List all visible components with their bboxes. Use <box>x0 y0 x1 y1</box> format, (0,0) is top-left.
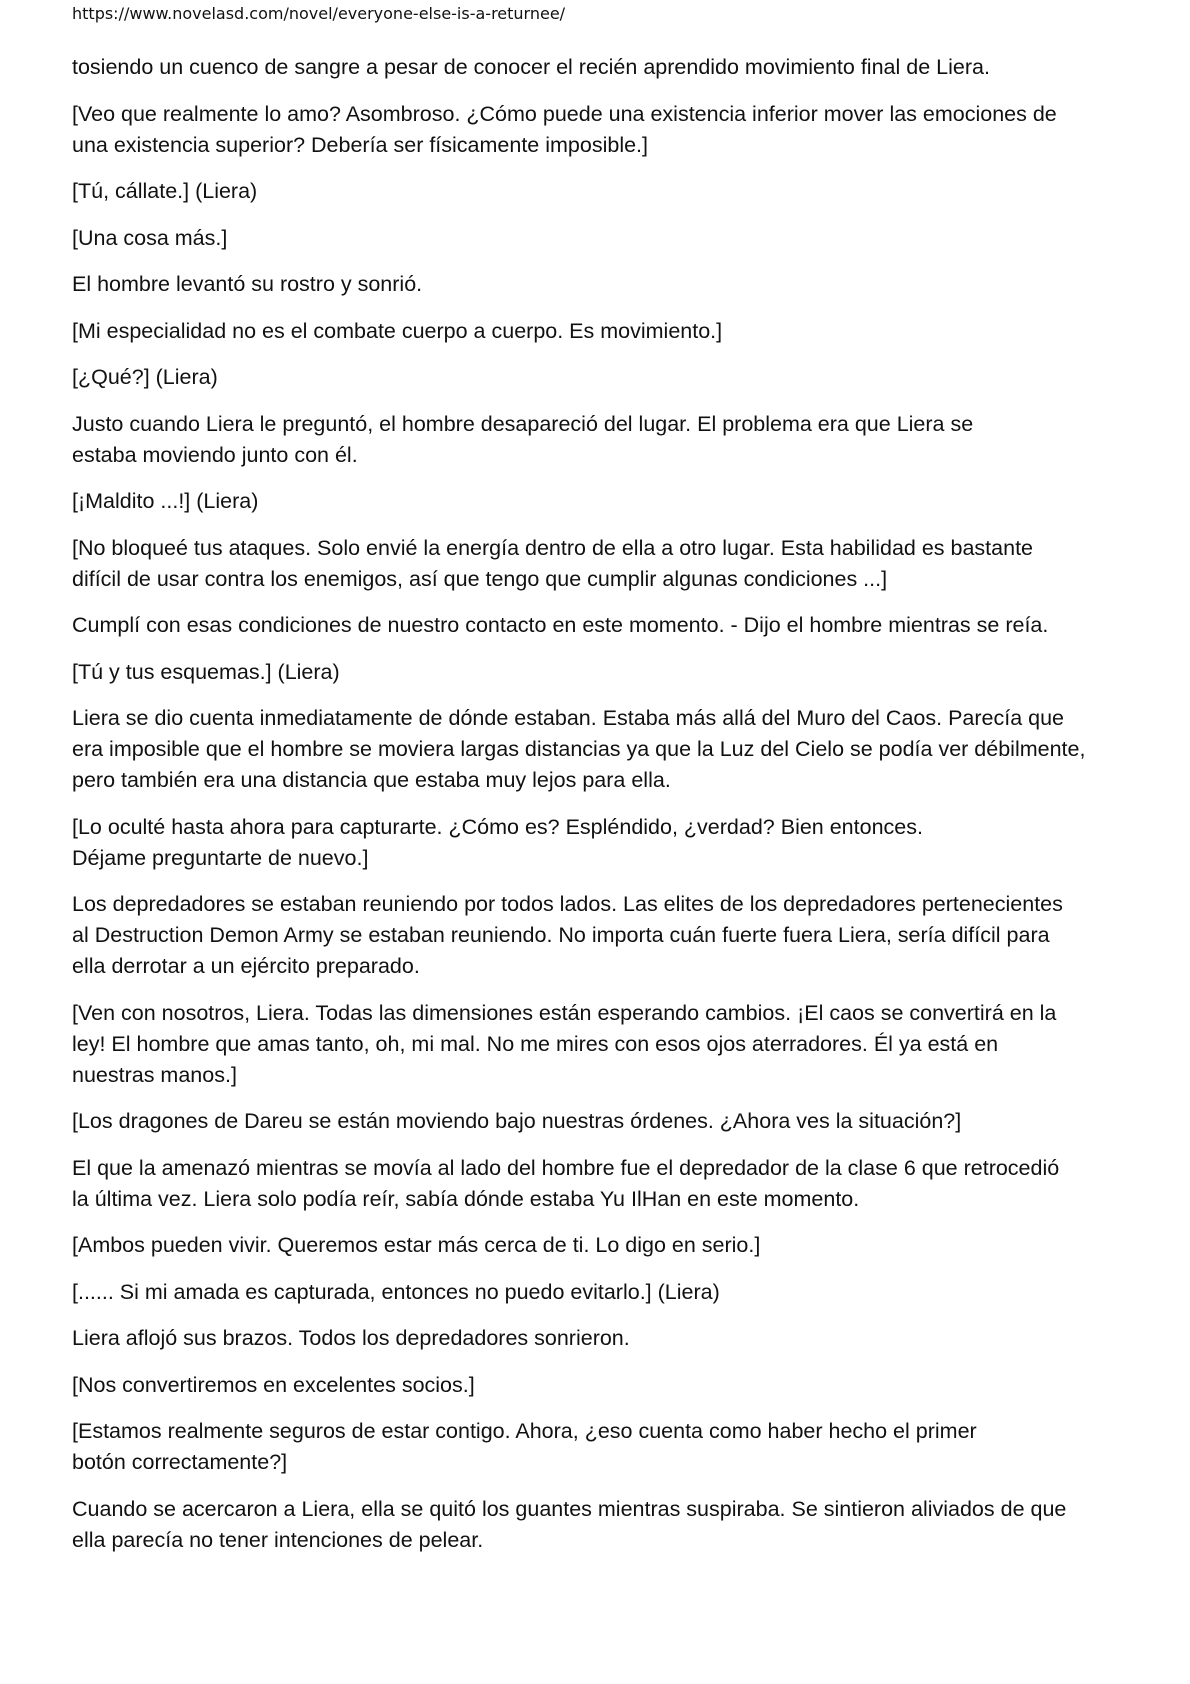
paragraph <box>72 486 1120 517</box>
text-line: ella derrotar a un ejército preparado. <box>72 954 420 978</box>
paragraph <box>72 1230 1120 1261</box>
paragraph <box>72 223 1120 254</box>
text-line: [Lo oculté hasta ahora para capturarte. ¿Cómo es? Espléndido, ¿verdad? Bien entonces. <box>72 814 923 839</box>
paragraph <box>72 316 1120 347</box>
text-line: [¿Qué?] (Liera) <box>72 365 218 389</box>
text-line: ley! El hombre que amas tanto, oh, mi mal. No me mires con esos ojos aterradores. Él ya está en <box>72 1031 999 1056</box>
text-line: [Ambos pueden vivir. Queremos estar más cerca de ti. Lo digo en serio.] <box>72 1233 761 1257</box>
text-line: [Los dragones de Dareu se están moviendo bajo nuestras órdenes. ¿Ahora ves la situación?] <box>72 1109 962 1133</box>
text-line: [Una cosa más.] <box>72 225 228 250</box>
text-line: Liera se dio cuenta inmediatamente de dónde estaban. Estaba más allá del Muro del Caos. Parecía que <box>72 706 1065 730</box>
text-line: Déjame preguntarte de nuevo.] <box>72 845 369 870</box>
paragraph <box>72 362 1120 393</box>
text-line: Cumplí con esas condiciones de nuestro contacto en este momento. - Dijo el hombre mientras se reía. <box>72 613 1049 637</box>
text-line: [No bloqueé tus ataques. Solo envié la energía dentro de ella a otro lugar. Esta habilidad es bastante <box>72 535 1034 560</box>
text-line: pero también era una distancia que estaba muy lejos para ella. <box>72 768 671 792</box>
text-line: difícil de usar contra los enemigos, así que tengo que cumplir algunas condiciones ...] <box>72 566 888 591</box>
text-line: [Tú, cállate.] (Liera) <box>72 179 258 203</box>
text-line: Justo cuando Liera le preguntó, el hombre desapareció del lugar. El problema era que Liera se <box>72 411 974 436</box>
text-line: al Destruction Demon Army se estaban reuniendo. No importa cuán fuerte fuera Liera, sería difícil para <box>72 923 1050 947</box>
text-line: [Estamos realmente seguros de estar contigo. Ahora, ¿eso cuenta como haber hecho el primer <box>72 1419 977 1443</box>
text-line: Cuando se acercaron a Liera, ella se quitó los guantes mientras suspiraba. Se sintieron aliviados de que <box>72 1496 1067 1521</box>
text-line: nuestras manos.] <box>72 1062 237 1087</box>
text-line: [¡Maldito ...!] (Liera) <box>72 489 259 513</box>
paragraph <box>72 52 1120 83</box>
text-line: [Ven con nosotros, Liera. Todas las dimensiones están esperando cambios. ¡El caos se convertirá en la <box>72 1000 1057 1025</box>
text-line: botón correctamente?] <box>72 1450 288 1474</box>
paragraph <box>72 703 1120 796</box>
text-line: El que la amenazó mientras se movía al lado del hombre fue el depredador de la clase 6 que retrocedió <box>72 1155 1060 1180</box>
paragraph <box>72 533 1120 595</box>
source-url: https://www.novelasd.com/novel/everyone-else-is-a-returnee/ <box>72 4 566 23</box>
document-body <box>72 52 1120 1571</box>
paragraph <box>72 812 1120 874</box>
text-line: una existencia superior? Debería ser físicamente imposible.] <box>72 132 649 157</box>
paragraph <box>72 657 1120 688</box>
text-line: era imposible que el hombre se moviera largas distancias ya que la Luz del Cielo se podía ver débilmente, <box>72 737 1086 761</box>
paragraph <box>72 176 1120 207</box>
paragraph <box>72 269 1120 300</box>
paragraph <box>72 889 1120 982</box>
paragraph <box>72 1277 1120 1308</box>
paragraph <box>72 1494 1120 1556</box>
text-line: ella parecía no tener intenciones de pelear. <box>72 1527 484 1552</box>
text-line: tosiendo un cuenco de sangre a pesar de conocer el recién aprendido movimiento final de Liera. <box>72 55 990 79</box>
paragraph <box>72 1323 1120 1354</box>
text-line: [Tú y tus esquemas.] (Liera) <box>72 659 340 684</box>
paragraph <box>72 998 1120 1091</box>
text-line: [Nos convertiremos en excelentes socios.] <box>72 1372 475 1397</box>
paragraph <box>72 1370 1120 1401</box>
paragraph <box>72 1416 1120 1478</box>
text-line: [Mi especialidad no es el combate cuerpo a cuerpo. Es movimiento.] <box>72 318 723 343</box>
paragraph <box>72 1153 1120 1215</box>
text-line: El hombre levantó su rostro y sonrió. <box>72 272 423 296</box>
text-line: la última vez. Liera solo podía reír, sabía dónde estaba Yu IlHan en este momento. <box>72 1186 860 1211</box>
paragraph <box>72 99 1120 161</box>
text-line: Los depredadores se estaban reuniendo por todos lados. Las elites de los depredadores pertenecientes <box>72 892 1063 916</box>
paragraph <box>72 610 1120 641</box>
text-line: [...... Si mi amada es capturada, entonces no puedo evitarlo.] (Liera) <box>72 1279 720 1304</box>
paragraph <box>72 409 1120 471</box>
text-line: estaba moviendo junto con él. <box>72 442 358 467</box>
text-line: [Veo que realmente lo amo? Asombroso. ¿Cómo puede una existencia inferior mover las emociones de <box>72 101 1057 126</box>
paragraph <box>72 1106 1120 1137</box>
text-line: Liera aflojó sus brazos. Todos los depredadores sonrieron. <box>72 1326 630 1350</box>
